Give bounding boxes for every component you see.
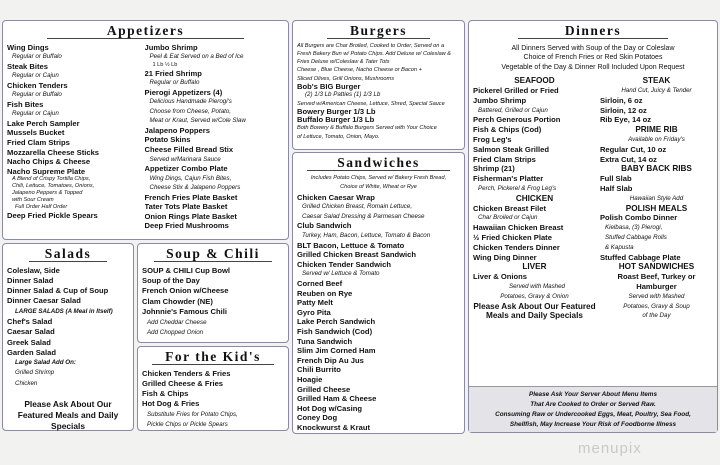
menu-item: Deep Fried Pickle Spears	[7, 211, 98, 221]
menu-item: Chicken Tenders	[7, 80, 68, 90]
item-description: Both Bowery & Buffalo Burgers Served with Your Choice	[297, 125, 437, 132]
dinners-intro-line: Choice of French Fries or Red Skin Potatoes	[523, 54, 663, 62]
menu-item: Jalapeno Poppers	[144, 125, 210, 135]
item-description: with Sour Cream	[12, 197, 54, 204]
dinners-section	[468, 20, 718, 433]
category-heading: CHICKEN	[515, 193, 554, 203]
menu-item: Wing Dings	[7, 42, 49, 52]
menu-item: Full Slab	[599, 174, 632, 184]
category-heading: HOT SANDWICHES	[618, 262, 695, 272]
salads-list	[7, 266, 129, 390]
soup-chili-heading: Soup & Chili	[154, 247, 272, 262]
item-description: All Burgers are Char Broiled, Cooked to Order, Served on a	[297, 42, 445, 49]
menu-item: Grilled Ham & Cheese	[297, 394, 377, 404]
menu-item: Patty Melt	[297, 298, 333, 308]
item-description: Add Cheddar Cheese	[147, 318, 207, 326]
menu-item: Chicken Tenders & Fries	[142, 368, 231, 378]
menu-item: Nacho Supreme Plate	[7, 166, 86, 176]
item-description: Chicken	[15, 379, 38, 387]
item-description: of Lettuce, Tomato, Onion, Mayo.	[297, 133, 380, 140]
dinners-intro-line: Vegetable of the Day & Dinner Roll Included Upon Request	[501, 63, 685, 71]
sandwiches-list	[297, 174, 460, 433]
menu-item: Cheese Filled Bread Stix	[144, 144, 234, 154]
menu-item: Potato Skins	[144, 135, 191, 145]
item-description: Peel & Eat Served on a Bed of Ice	[149, 53, 244, 61]
menu-item: Grilled Cheese	[297, 384, 351, 394]
dinners-intro-line: All Dinners Served with Soup of the Day or Coleslaw	[511, 44, 675, 52]
menu-item: Mozzarella Cheese Sticks	[7, 147, 100, 157]
food-safety-notice	[469, 386, 717, 432]
item-description: Potatoes, Gravy & Onion	[500, 292, 569, 300]
item-description: Grilled Chicken Breast, Romain Lettuce,	[302, 203, 413, 211]
menu-item: Fried Clam Strips	[473, 154, 536, 164]
menu-item: Hawaiian Chicken Breast	[473, 223, 564, 233]
menu-item: Chicken Caesar Wrap	[297, 192, 375, 202]
item-description: Large Salad Add On:	[15, 359, 76, 367]
menu-item: Chef's Salad	[7, 316, 53, 326]
item-description: Stuffed Cabbage Rolls	[604, 234, 667, 242]
item-description: Potatoes, Gravy & Soup	[623, 302, 690, 310]
item-description: Meat or Kraut, Served w/Cole Slaw	[149, 117, 246, 125]
item-description: Includes Potato Chips, Served w/ Bakery Fresh Bread,	[310, 174, 447, 181]
category-heading: POLISH MEALS	[625, 203, 688, 213]
item-description: Battered, Grilled or Cajun	[478, 106, 548, 114]
menu-item: Fish & Chips	[142, 389, 189, 399]
menu-item: Hamburger	[636, 282, 677, 292]
menu-item: Corned Beef	[297, 279, 343, 289]
menu-item: 21 Fried Shrimp	[144, 68, 202, 78]
menu-item: Fish & Chips (Cod)	[473, 125, 542, 135]
menu-item: Pickerel Grilled or Fried	[473, 86, 559, 96]
menu-item: Bob's BIG Burger	[297, 82, 361, 91]
salads-section	[2, 243, 134, 431]
menu-item: Coleslaw, Side	[7, 265, 60, 275]
category-heading: LIVER	[522, 262, 547, 272]
menu-item: Deep Fried Mushrooms	[144, 221, 229, 231]
category-heading: Please Ask About Our Featured	[473, 301, 596, 311]
item-description: Served with Mashed	[508, 283, 565, 291]
menu-item: Coney Dog	[297, 413, 338, 423]
notice-line: That Are Cooked to Order or Served Raw.	[530, 401, 656, 408]
menu-item: Chili Burrito	[297, 365, 341, 375]
menu-item: Appetizer Combo Plate	[144, 164, 228, 174]
item-description: & Kapusta	[604, 243, 634, 251]
item-description: of the Day	[642, 312, 671, 320]
item-description: Regular or Cajun	[12, 72, 59, 80]
item-description: Grilled Shrimp	[15, 369, 55, 377]
menu-item: Onion Rings Plate Basket	[144, 211, 237, 221]
sandwiches-heading: Sandwiches	[307, 156, 450, 171]
menu-item: Polish Combo Dinner	[599, 213, 678, 223]
category-heading: PRIME RIB	[635, 125, 678, 135]
menu-item: Fish Sandwich (Cod)	[297, 327, 373, 336]
menu-item: Grilled Cheese & Fries	[142, 378, 224, 388]
item-description: Jalapeno Peppers & Topped	[12, 190, 83, 197]
menu-item: Mussels Bucket	[7, 128, 65, 138]
soup-chili-section	[137, 243, 289, 343]
menu-item: Fried Clam Strips	[7, 137, 70, 147]
item-description: Regular or Buffalo	[149, 79, 200, 87]
burgers-list	[297, 42, 460, 142]
salads-heading: Salads	[29, 247, 107, 262]
menu-item: Roast Beef, Turkey or	[617, 272, 696, 282]
menu-item: French Dip Au Jus	[297, 355, 364, 365]
item-description: Available on Friday's	[628, 136, 685, 144]
menu-item: Clam Chowder (NE)	[142, 296, 213, 306]
item-description: Add Chopped Onion	[147, 328, 204, 336]
item-description: Kielbasa, (3) Pierogi,	[604, 224, 663, 232]
item-description: Caesar Salad Dressing & Parmesan Cheese	[302, 212, 425, 220]
appetizers-section	[2, 20, 289, 240]
menu-item: French Onion w/Cheese	[142, 286, 229, 296]
item-description: Pickle Chips or Pickle Spears	[147, 420, 228, 428]
menu-item: Bowery Burger 1/3 Lb	[297, 107, 376, 116]
category-heading: Meals and Daily Specials	[486, 311, 583, 321]
menu-item: Reuben on Rye	[297, 288, 353, 298]
menu-item: Sirloin, 6 oz	[599, 95, 643, 105]
item-description: Hawaiian Style Add	[629, 194, 684, 202]
menu-item: Fish Bites	[7, 99, 44, 109]
menu-item: Regular Cut, 10 oz	[599, 144, 667, 154]
menu-item: Sirloin, 12 oz	[599, 105, 647, 115]
item-description: Perch, Pickerel & Frog Leg's	[478, 185, 557, 193]
watermark: menupix	[578, 440, 642, 457]
dinners-left-column	[473, 76, 596, 321]
item-description: Served w/ Lettuce & Tomato	[302, 270, 380, 278]
item-description: Choice of White, Wheat or Rye	[340, 184, 417, 191]
item-description: (2) 1/3 Lb Patties (1) 1/3 Lb	[305, 91, 381, 99]
appetizers-left-column	[7, 43, 139, 231]
menu-item: Steak Bites	[7, 61, 48, 71]
menu-item: Perch Generous Portion	[473, 115, 561, 125]
appetizers-heading: Appetizers	[47, 24, 244, 39]
menu-item: Garden Salad	[7, 347, 56, 357]
menu-item: Knockwurst & Kraut	[297, 422, 370, 432]
item-description: Wing Dings, Cajun Fish Bites,	[149, 174, 232, 182]
item-description: Hand Cut, Juicy & Tender	[621, 87, 692, 95]
item-description: Cheese Stix & Jalapeno Poppers	[149, 184, 241, 192]
menu-item: Club Sandwich	[297, 221, 352, 231]
item-description: Sliced Olives, Grill Onions, Mushrooms	[297, 75, 394, 82]
kids-section	[137, 346, 289, 431]
notice-line: Consuming Raw or Undercooked Eggs, Meat, Poultry, Sea Food,	[495, 411, 691, 418]
menu-item: Caesar Salad	[7, 327, 55, 337]
salads-footer: Please Ask About Our Featured Meals and Daily Specials	[17, 399, 119, 432]
notice-line: Shellfish, May Increase Your Risk of Foodborne Illness	[509, 421, 677, 428]
menu-item: Rib Eye, 14 oz	[599, 115, 652, 125]
menu-item: Lake Perch Sandwich	[297, 317, 376, 327]
menu-item: Hoagie	[297, 374, 323, 384]
menu-item: Frog Leg's	[473, 135, 512, 145]
menu-item: Gyro Pita	[297, 307, 331, 317]
item-description: Fresh Bakery Bun w/ Potato Chips. Add Deluxe w/ Coleslaw &	[297, 50, 451, 57]
menu-item: Hot Dog & Fries	[142, 399, 200, 409]
menu-item: Jumbo Shrimp	[473, 95, 527, 105]
soup-list	[142, 266, 284, 339]
item-description: Substitute Fries for Potato Chips,	[147, 410, 238, 418]
item-description: Served w/Marinara Sauce	[149, 155, 221, 163]
item-description: LARGE SALADS (A Meal in Itself)	[15, 307, 113, 315]
menu-item: Buffalo Burger 1/3 Lb	[297, 116, 375, 125]
menu-item: Jumbo Shrimp	[144, 42, 198, 52]
kids-list	[142, 369, 284, 431]
menu-item: Tuna Sandwich	[297, 336, 353, 346]
menu-item: Hot Dog w/Casing	[297, 403, 362, 413]
item-description: Served with Mashed	[628, 292, 685, 300]
item-description: Delicious Handmade Pierogi's	[149, 98, 232, 106]
menu-item: Liver & Onions	[473, 272, 528, 282]
menu-item: Grilled Chicken Breast Sandwich	[297, 250, 417, 260]
menu-item: Wing Ding Dinner	[473, 252, 537, 262]
item-description: Choose from Cheese, Potato,	[149, 107, 232, 115]
menu-item: French Fries Plate Basket	[144, 192, 238, 202]
menu-item: Dinner Salad & Cup of Soup	[7, 286, 109, 296]
menu-item: Fisherman's Platter	[473, 174, 544, 184]
item-description: Cheese , Blue Cheese, Nacho Cheese or Bacon +	[297, 67, 422, 74]
item-description: Chili, Lettuce, Tomatoes, Onions,	[12, 183, 95, 190]
menu-item: Tater Tots Plate Basket	[144, 202, 228, 212]
menu-item: Pierogi Appetizers (4)	[144, 87, 223, 97]
kids-heading: For the Kid's	[152, 350, 274, 365]
dinners-heading: Dinners	[518, 24, 668, 39]
menu-item: ½ Fried Chicken Plate	[473, 233, 552, 243]
item-description: 1 Lb ½ Lb	[152, 61, 178, 68]
menu-item: Lake Perch Sampler	[7, 118, 80, 128]
menu-item: Shrimp (21)	[473, 164, 515, 174]
notice-line: Please Ask Your Server About Menu Items	[528, 391, 658, 398]
menu-item: Nacho Chips & Cheese	[7, 157, 91, 167]
appetizers-right-column	[145, 43, 284, 231]
dinners-intro	[473, 44, 713, 73]
item-description: Regular or Buffalo	[12, 53, 62, 61]
menu-item: Dinner Caesar Salad	[7, 296, 81, 306]
menu-item: Salmon Steak Grilled	[473, 144, 549, 154]
menu-item: Chicken Tender Sandwich	[297, 259, 391, 269]
burgers-heading: Burgers	[327, 24, 430, 39]
item-description: Char Broiled or Cajun	[478, 214, 538, 222]
menu-item: Johnnie's Famous Chili	[142, 307, 227, 317]
category-heading: BABY BACK RIBS	[621, 164, 692, 174]
sandwiches-section	[292, 152, 465, 434]
item-description: Turkey, Ham, Bacon, Lettuce, Tomato & Bacon	[302, 232, 431, 240]
menu-item: Chicken Breast Filet	[473, 203, 547, 213]
item-description: Regular or Buffalo	[12, 91, 62, 99]
menu-item: Dinner Salad	[7, 275, 54, 285]
menu-item: Chicken Tenders Dinner	[473, 242, 560, 252]
menu-item: Greek Salad	[7, 337, 51, 347]
menu-item: Extra Cut, 14 oz	[599, 154, 657, 164]
menu-item: BLT Bacon, Lettuce & Tomato	[297, 240, 405, 250]
category-heading: SEAFOOD	[514, 76, 555, 86]
dinners-right-column	[600, 76, 713, 321]
menu-item: SOUP & CHILI Cup Bowl	[142, 265, 231, 275]
burgers-section	[292, 20, 465, 150]
category-heading: STEAK	[642, 76, 671, 86]
item-description: Fries Deluxe w/Coleslaw & Tater Tots	[297, 59, 390, 66]
item-description: Served w/American Cheese, Lettuce, Shred, Special Sauce	[297, 100, 445, 107]
menu-item: Soup of the Day	[142, 275, 200, 285]
menu-item: Slim Jim Corned Ham	[297, 346, 376, 356]
item-description: A Blend of Crispy Tortilla Chips,	[12, 176, 91, 183]
item-description: Regular or Cajun	[12, 110, 59, 118]
menu-item: Half Slab	[599, 184, 633, 194]
menu-item: Stuffed Cabbage Plate	[599, 252, 681, 262]
item-description: Full Order Half Order	[15, 204, 68, 211]
